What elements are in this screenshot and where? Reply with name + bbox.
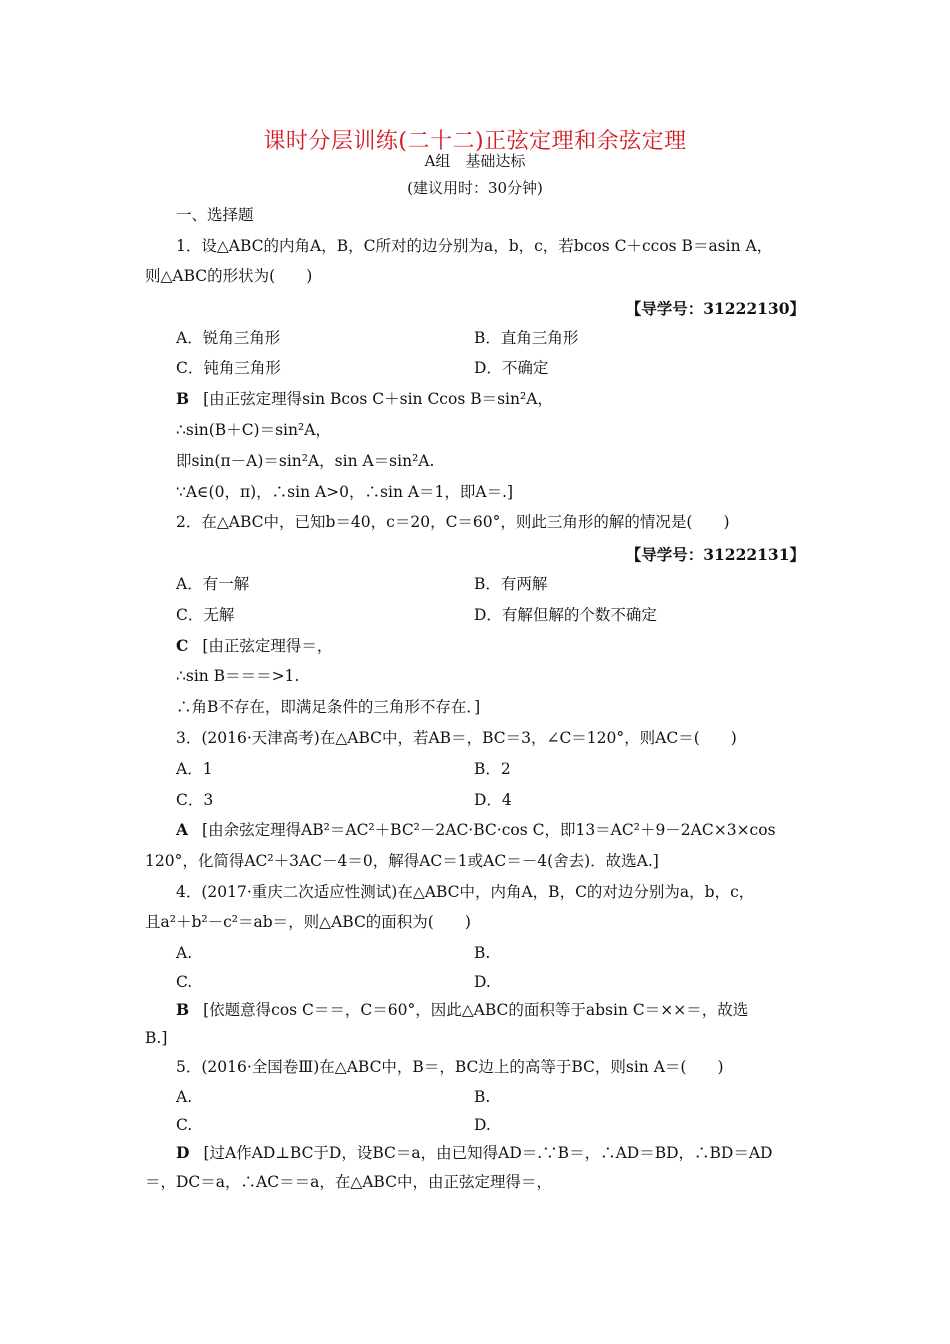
q3-solution-line2: 120°，化简得AC²＋3AC－4＝0，解得AC＝1或AC＝－4(舍去)．故选A.] [145,852,659,870]
q1-option-c: C．钝角三角形 [176,359,281,377]
q2-option-a: A．有一解 [176,575,250,593]
q1-guide-code: 【导学号：31222130】 [625,299,805,318]
q5-stem-line1: 5．(2016·全国卷Ⅲ)在△ABC中，B＝，BC边上的高等于BC，则sin A＝( ) [176,1058,724,1076]
q3-answer: A [176,820,189,839]
q2-solution-text1: [由正弦定理得＝， [202,637,333,655]
q2-option-c: C．无解 [176,606,235,624]
time-hint: (建议用时：30分钟) [407,179,543,197]
q5-solution-line1 [176,1143,772,1163]
q5-option-a: A. [176,1088,193,1106]
q3-stem-line1: 3．(2016·天津高考)在△ABC中，若AB＝，BC＝3，∠C＝120°，则AC＝( ) [176,729,737,747]
q2-solution-line2: ∴sin B＝＝＝>1. [176,667,300,685]
q3-solution-text1: [由余弦定理得AB²＝AC²＋BC²－2AC·BC·cos C，即13＝AC²＋9－2AC×3×cos [202,821,776,839]
q4-option-c: C. [176,973,193,991]
q5-option-c: C. [176,1116,193,1134]
q2-stem-line1: 2．在△ABC中，已知b＝40，c＝20，C＝60°，则此三角形的解的情况是( ) [176,513,730,531]
q1-solution-line1 [176,389,553,409]
q1-stem-line2: 则△ABC的形状为( ) [145,267,313,285]
q4-option-d: D. [474,973,491,991]
q2-guide-code: 【导学号：31222131】 [625,545,805,564]
q5-option-d: D. [474,1116,491,1134]
q4-solution-line2: B.] [145,1029,168,1047]
q1-stem-line1: 1．设△ABC的内角A，B，C所对的边分别为a，b，c，若bcos C＋ccos B＝asin A， [176,237,773,255]
q2-solution-line3: ∴角B不存在，即满足条件的三角形不存在．] [176,698,481,716]
q4-stem-line1: 4．(2017·重庆二次适应性测试)在△ABC中，内角A，B，C的对边分别为a，b，c， [176,883,755,901]
group-label: A组 基础达标 [424,152,526,170]
q2-option-d: D．有解但解的个数不确定 [474,606,657,624]
q1-option-d: D．不确定 [474,359,549,377]
q3-option-c: C．3 [176,791,214,809]
q1-option-b: B．直角三角形 [474,329,579,347]
q3-solution-line1 [176,820,776,840]
q4-solution-text1: [依题意得cos C＝＝，C＝60°，因此△ABC的面积等于absin C＝××＝，故选 [203,1001,749,1019]
q3-option-a: A．1 [176,760,213,778]
q4-option-b: B. [474,944,491,962]
q2-answer: C [176,636,189,655]
q2-solution-line1 [176,636,332,656]
q5-answer: D [176,1143,190,1162]
page-title: 课时分层训练(二十二)正弦定理和余弦定理 [263,129,687,154]
q1-option-a: A．锐角三角形 [176,329,281,347]
q2-option-b: B．有两解 [474,575,548,593]
q4-solution-line1 [176,1000,748,1020]
q5-solution-text1: [过A作AD⊥BC于D，设BC＝a，由已知得AD＝.∵B＝，∴AD＝BD，∴BD＝AD [203,1144,773,1162]
q1-solution-line3: 即sin(π－A)＝sin²A，sin A＝sin²A. [176,452,435,470]
q1-answer: B [176,389,190,408]
q1-solution-line2: ∴sin(B＋C)＝sin²A， [176,421,331,439]
q5-option-b: B. [474,1088,491,1106]
q4-answer: B [176,1000,190,1019]
q3-option-b: B．2 [474,760,511,778]
q3-option-d: D．4 [474,791,512,809]
q1-solution-line4: ∵A∈(0，π)，∴sin A>0，∴sin A＝1，即A＝.] [176,483,514,501]
q5-solution-line2: ＝，DC＝a，∴AC＝＝a，在△ABC中，由正弦定理得＝， [145,1173,552,1191]
q1-solution-text1: [由正弦定理得sin Bcos C＋sin Ccos B＝sin²A， [203,390,553,408]
q4-option-a: A. [176,944,193,962]
section-heading: 一、选择题 [176,206,254,224]
q4-stem-line2: 且a²＋b²－c²＝ab＝，则△ABC的面积为( ) [145,913,471,931]
